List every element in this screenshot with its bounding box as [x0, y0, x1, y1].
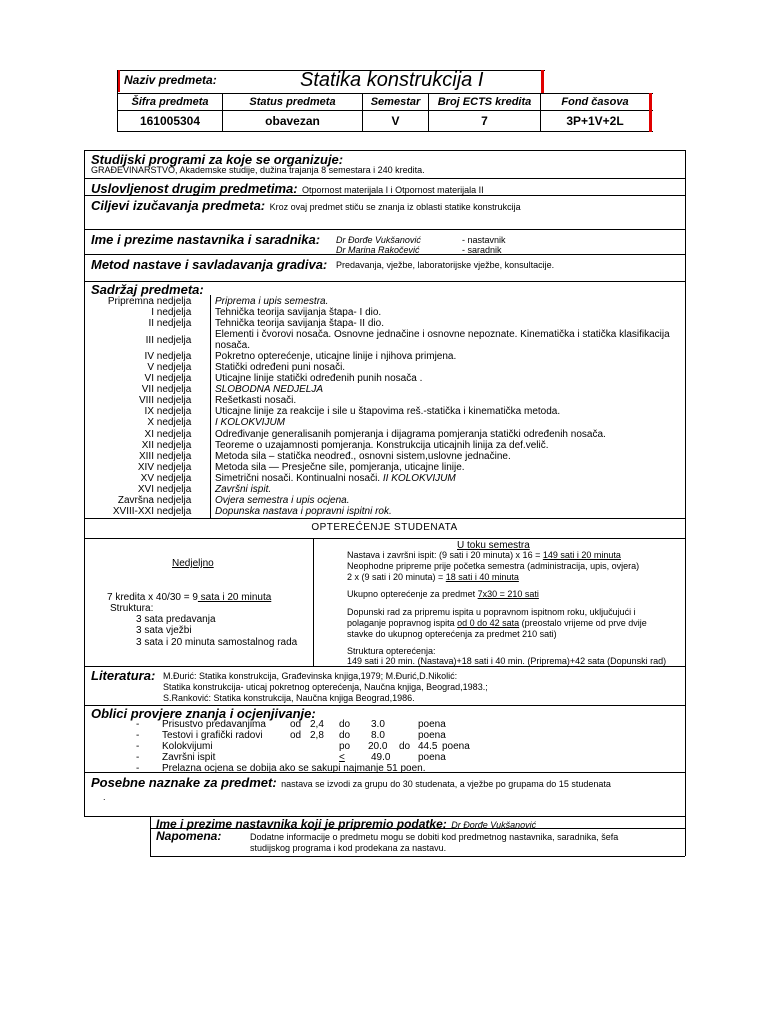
oblici-do: do	[399, 741, 411, 752]
struktura-opt-label: Struktura opterećenja:	[347, 646, 436, 656]
week-row-label: IX nedjelja	[144, 406, 192, 417]
week-row-label: XVI nedjelja	[137, 484, 192, 495]
week-row-label: XV nedjelja	[140, 473, 192, 484]
oblici-max: 44.5	[418, 741, 438, 752]
oblici-poena: poena	[418, 719, 446, 730]
ciljevi-text: Kroz ovaj predmet stiču se znanja iz oblasti statike konstrukcija	[269, 202, 521, 212]
week-row-text: Tehnička teorija savijanja štapa- I dio.	[215, 307, 382, 318]
oblici-name: Kolokvijumi	[162, 741, 213, 752]
nastavnik-role: - nastavnik	[462, 235, 506, 245]
nastavnik-name: Dr Đorđe Vukšanović	[336, 235, 421, 245]
posebne-label: Posebne naznake za predmet:	[91, 775, 277, 790]
week-row-label: XI nedjelja	[144, 429, 192, 440]
nastava-line: Nastava i završni ispit: (9 sati i 20 minuta) x 16 = 149 sati i 20 minuta	[347, 550, 621, 560]
oblici-dash: -	[136, 752, 140, 763]
ciljevi-row	[91, 197, 521, 215]
dopunski-line: stavke do ukupnog opterećenja za predmet 210 sati)	[347, 629, 557, 639]
fond-value: 3P+1V+2L	[566, 114, 624, 128]
oblici-poena: poena	[418, 752, 446, 763]
week-row-label: X nedjelja	[147, 417, 192, 428]
napomena-label: Napomena:	[156, 829, 222, 843]
kredita-calc: 7 kredita x 40/30 = 9 sata i 20 minuta	[107, 592, 272, 603]
week-row-label: VIII nedjelja	[138, 395, 192, 406]
sadrzaj-label: Sadržaj predmeta:	[91, 282, 204, 297]
saradnik-name: Dr Marina Rakočević	[336, 245, 420, 255]
week-row-label: Pripremna nedjelja	[107, 296, 192, 307]
struktura-item: 3 sata predavanja	[136, 614, 216, 625]
col-sifra-header: Šifra predmeta	[131, 96, 209, 108]
week-row-text: Određivanje generalisanih pomjeranja i dijagrama pomjeranja statički određenih nosača.	[215, 429, 606, 440]
pripremio-label: Ime i prezime nastavnika koji je pripremio podatke:	[156, 817, 447, 831]
oblici-name: Prisustvo predavanjima	[162, 719, 266, 730]
oblici-dash: -	[136, 763, 140, 774]
oblici-label: Oblici provjere znanja i ocjenjivanje:	[91, 706, 316, 721]
posebne-text: nastava se izvodi za grupu do 30 studenata, a vježbe po grupama do 15 studenata	[281, 779, 611, 789]
col-fond-header: Fond časova	[561, 96, 629, 108]
week-row-text: Ovjera semestra i upis ocjena.	[215, 495, 350, 506]
dopunski-line: polaganje popravnog ispita od 0 do 42 sata (preostalo vrijeme od prve dvije	[347, 618, 647, 628]
oblici-max: 3.0	[371, 719, 385, 730]
struktura-item: 3 sata vježbi	[136, 625, 192, 636]
oblici-name: Završni ispit	[162, 752, 216, 763]
opterecenje-title: OPTEREĆENJE STUDENATA	[311, 522, 458, 533]
metod-text: Predavanja, vježbe, laboratorijske vježbe, konsultacije.	[336, 260, 555, 270]
ukupno-line: Ukupno opterećenje za predmet 7x30 = 210 sati	[347, 589, 539, 599]
week-row-label: XII nedjelja	[141, 440, 192, 451]
week-row-label: I nedjelja	[151, 307, 192, 318]
oblici-max: 49.0	[371, 752, 391, 763]
week-row-label: XVIII-XXI nedjelja	[112, 506, 192, 517]
nedjeljno-label: Nedjeljno	[172, 558, 214, 569]
oblici-min: 20.0	[368, 741, 388, 752]
week-row-text: Uticajne linije statički određenih punih nosača .	[215, 373, 423, 384]
oblici-dash: -	[136, 719, 140, 730]
napomena-line: Dodatne informacije o predmetu mogu se dobiti kod predmetnog nastavnika, saradnika, šefa	[250, 832, 619, 842]
ciljevi-label: Ciljevi izučavanja predmeta:	[91, 198, 266, 213]
week-row-text: Pokretno opterećenje, uticajne linije i njihova primjena.	[215, 351, 457, 362]
col-status-header: Status predmeta	[249, 96, 336, 108]
oblici-dash: -	[136, 730, 140, 741]
week-row-text: Simetrični nosači. Kontinualni nosači. II KOLOKVIJUM	[215, 473, 456, 484]
pripremio-name: Dr Đorđe Vukšanović	[451, 820, 537, 830]
struktura-opt-line: 149 sati i 20 min. (Nastava)+18 sati i 40 min. (Priprema)+42 sata (Dopunski rad)	[347, 656, 667, 666]
literatura-line: M.Đurić: Statika konstrukcija, Građevinska knjiga,1979; M.Đurić,D.Nikolić:	[163, 671, 458, 681]
oblici-min: 2,8	[310, 730, 324, 741]
week-row-text: SLOBODNA NEDJELJA	[215, 384, 323, 395]
week-row-label: XIV nedjelja	[137, 462, 192, 473]
week-row-text: Dopunska nastava i popravni ispitni rok.	[215, 506, 392, 517]
week-row-text: Priprema i upis semestra.	[215, 296, 329, 307]
literatura-line: S.Ranković: Statika konstrukcija, Naučna knjiga Beograd,1986.	[163, 693, 415, 703]
u-toku-label: U toku semestra	[457, 540, 530, 551]
oblici-name: Prelazna ocjena se dobija ako se sakupi najmanje 51 poen.	[162, 763, 426, 774]
oblici-od: od	[290, 730, 302, 741]
saradnik-role: - saradnik	[462, 245, 502, 255]
oblici-od: od	[290, 719, 302, 730]
week-row-label: XIII nedjelja	[138, 451, 192, 462]
status-value: obavezan	[265, 114, 320, 128]
week-row-label: IV nedjelja	[144, 351, 192, 362]
week-row-label: VII nedjelja	[141, 384, 192, 395]
oblici-po: po	[339, 741, 351, 752]
week-row-text: Metoda sila — Presječne sile, pomjeranja, uticajne linije.	[215, 462, 465, 473]
course-name-value: Statika konstrukcija I	[300, 69, 484, 91]
studijski-label: Studijski programi za koje se organizuje:	[91, 152, 344, 167]
week-row-text: Elementi i čvorovi nosača. Osnovne jednačine i osnovne nepoznate. Kinematička i statička klasifikacija nosača.	[215, 329, 670, 351]
oblici-min: 2,4	[310, 719, 324, 730]
metod-label: Metod nastave i savladavanja gradiva:	[91, 257, 328, 272]
col-ects-header: Broj ECTS kredita	[437, 96, 532, 108]
oblici-poena: poena	[442, 741, 470, 752]
struktura-item: 3 sata i 20 minuta samostalnog rada	[136, 637, 298, 648]
dopunski-line: Dopunski rad za pripremu ispita u popravnom ispitnom roku, uključujući i	[347, 607, 636, 617]
week-row-label: III nedjelja	[145, 335, 192, 346]
semestar-value: V	[391, 114, 400, 128]
uslovljenost-row	[91, 180, 484, 198]
week-row-label: II nedjelja	[148, 318, 192, 329]
posebne-row	[91, 774, 611, 792]
pripreme-line: Neophodne pripreme prije početka semestra (administracija, upis, ovjera)	[347, 561, 640, 571]
sifra-value: 161005304	[139, 114, 201, 128]
ects-value: 7	[481, 114, 488, 128]
week-row-text: Statički određeni puni nosači.	[215, 362, 346, 373]
week-row-text: Metoda sila – statička neodređ., osnovni sistem,uslovne jednačine.	[215, 451, 511, 462]
struktura-label: Struktura:	[110, 603, 154, 614]
oblici-name: Testovi i grafički radovi	[162, 730, 263, 741]
oblici-dash: -	[136, 741, 140, 752]
course-name-label: Naziv predmeta:	[124, 73, 217, 87]
oblici-le: <	[339, 752, 345, 763]
literatura-line: Statika konstrukcija- uticaj pokretnog opterećenja, Naučna knjiga, Beograd,1983.;	[163, 682, 488, 692]
uslovljenost-text: Otpornost materijala I i Otpornost materijala II	[302, 185, 484, 195]
oblici-poena: poena	[418, 730, 446, 741]
week-row-text: Rešetkasti nosači.	[215, 395, 297, 406]
uslovljenost-label: Uslovljenost drugim predmetima:	[91, 181, 298, 196]
week-row-label: Završna nedjelja	[117, 495, 192, 506]
oblici-do: do	[339, 719, 351, 730]
oblici-do: do	[339, 730, 351, 741]
oblici-max: 8.0	[371, 730, 385, 741]
col-semestar-header: Semestar	[370, 96, 421, 108]
week-row-label: V nedjelja	[147, 362, 192, 373]
pripreme-calc: 2 x (9 sati i 20 minuta) = 18 sati i 40 minuta	[347, 572, 519, 582]
week-row-text: Uticajne linije za reakcije i sile u štapovima reš.-statička i kinematička metoda.	[215, 406, 561, 417]
napomena-line: studijskog programa i kod prodekana za nastavu.	[250, 843, 447, 853]
nastavnici-label: Ime i prezime nastavnika i saradnika:	[91, 232, 321, 247]
posebne-dot: .	[103, 792, 106, 802]
week-row-text: I KOLOKVIJUM	[215, 417, 286, 428]
week-row-text: Završni ispit.	[215, 484, 272, 495]
studijski-text: GRAĐEVINARSTVO, Akademske studije, dužina trajanja 8 semestara i 240 kredita.	[91, 165, 425, 175]
week-row-label: VI nedjelja	[144, 373, 192, 384]
week-row-text: Tehnička teorija savijanja štapa- II dio.	[215, 318, 384, 329]
week-row-text: Teoreme o uzajamnosti pomjeranja. Konstrukcija uticajnih linija za def.velič.	[215, 440, 549, 451]
literatura-label: Literatura:	[91, 668, 156, 683]
